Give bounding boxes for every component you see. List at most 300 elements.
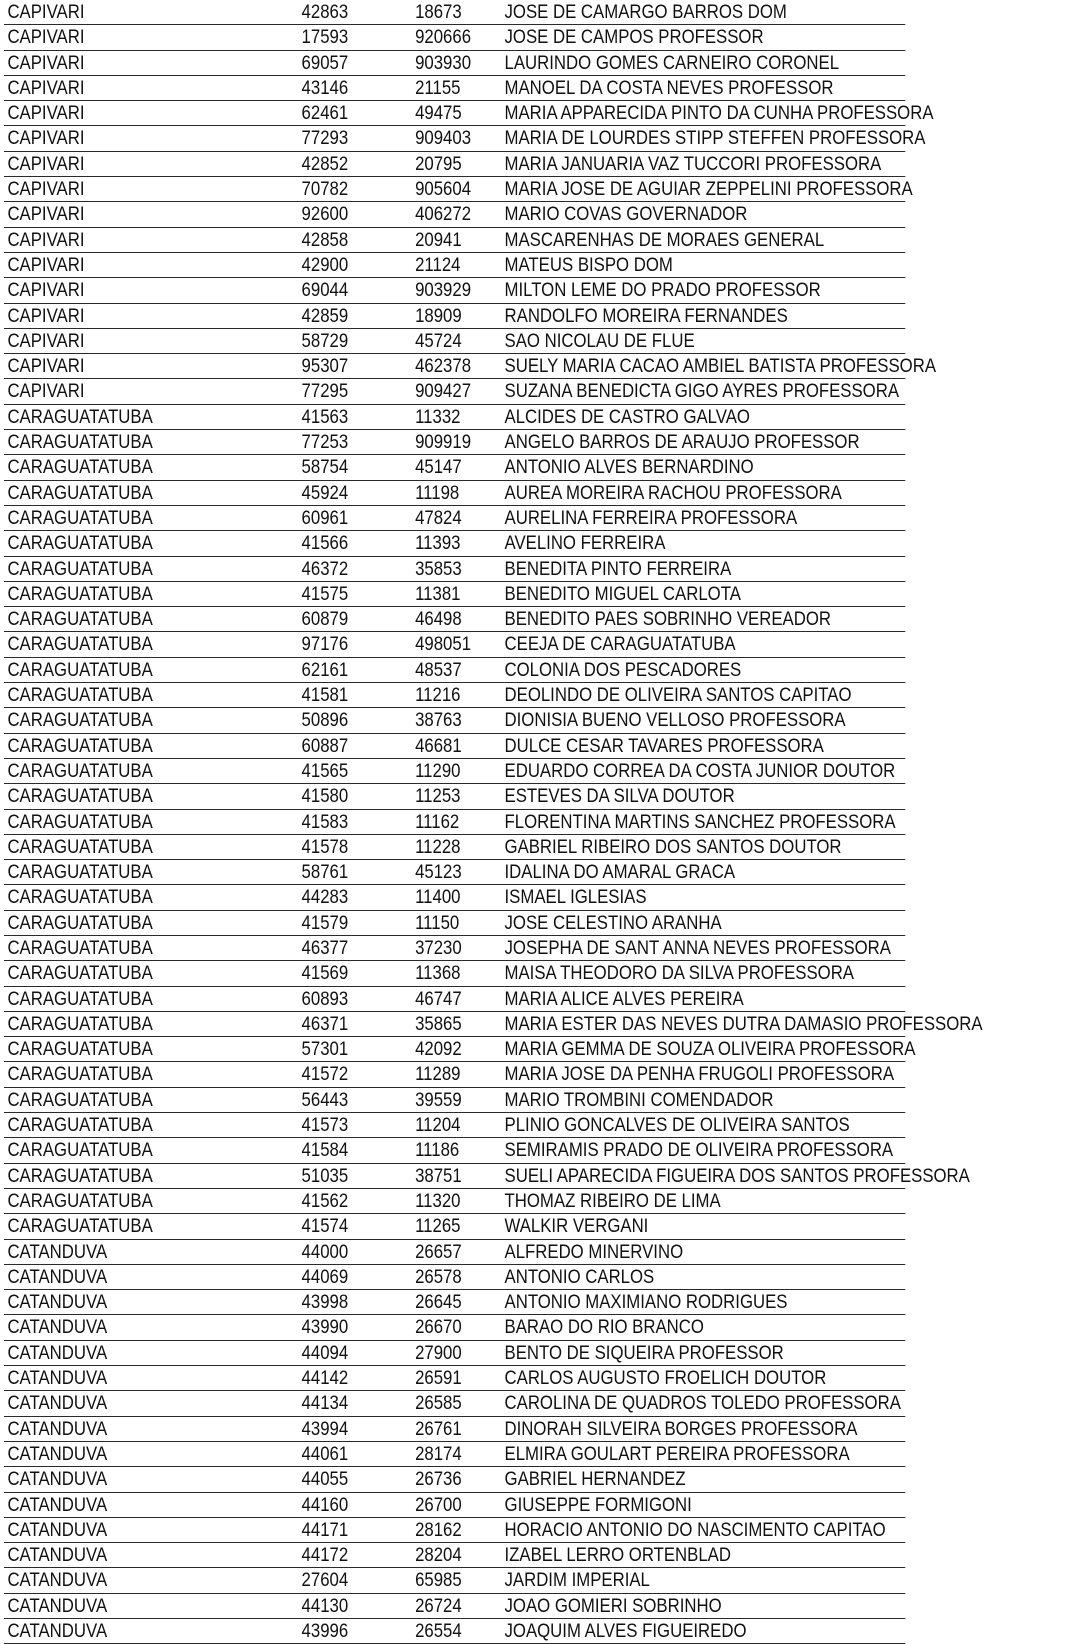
code-cell: 44171 [301, 1518, 349, 1541]
city-cell: CARAGUATATUBA [7, 1063, 153, 1086]
id-cell: 11198 [415, 481, 460, 504]
code-cell: 43146 [301, 76, 349, 99]
id-cell: 46681 [415, 734, 462, 757]
id-cell: 905604 [415, 178, 472, 201]
city-cell: CATANDUVA [7, 1594, 108, 1617]
code-cell: 44134 [301, 1392, 349, 1415]
code-cell: 60879 [301, 608, 349, 631]
code-cell: 77295 [301, 380, 349, 403]
city-cell: CARAGUATATUBA [7, 532, 153, 555]
school-name-cell: FLORENTINA MARTINS SANCHEZ PROFESSORA [504, 810, 896, 833]
code-cell: 41580 [301, 785, 349, 808]
table-row [4, 1442, 905, 1467]
id-cell: 26670 [415, 1316, 462, 1339]
code-cell: 97176 [301, 633, 349, 656]
city-cell: CATANDUVA [7, 1392, 108, 1415]
table-row [4, 835, 905, 860]
table-row [4, 1594, 905, 1619]
school-name-cell: SUZANA BENEDICTA GIGO AYRES PROFESSORA [504, 380, 900, 403]
city-cell: CAPIVARI [7, 253, 85, 276]
id-cell: 11228 [415, 835, 461, 858]
code-cell: 69044 [301, 279, 349, 302]
table-row [4, 405, 905, 430]
table-row [4, 1138, 905, 1163]
table-row [4, 582, 905, 607]
table-row [4, 506, 905, 531]
id-cell: 26700 [415, 1493, 462, 1516]
code-cell: 44055 [301, 1468, 349, 1491]
school-name-cell: GABRIEL HERNANDEZ [504, 1468, 686, 1491]
school-name-cell: JOSEPHA DE SANT ANNA NEVES PROFESSORA [504, 936, 891, 959]
code-cell: 46372 [301, 557, 349, 580]
table-row [4, 1189, 905, 1214]
id-cell: 38763 [415, 709, 462, 732]
school-name-cell: ALCIDES DE CASTRO GALVAO [504, 405, 750, 428]
code-cell: 50896 [301, 709, 349, 732]
city-cell: CATANDUVA [7, 1265, 108, 1288]
school-name-cell: MANOEL DA COSTA NEVES PROFESSOR [504, 76, 834, 99]
table-row [4, 228, 905, 253]
id-cell: 11253 [415, 785, 461, 808]
city-cell: CARAGUATATUBA [7, 1215, 153, 1238]
city-cell: CAPIVARI [7, 51, 85, 74]
table-row [4, 784, 905, 809]
school-name-cell: THOMAZ RIBEIRO DE LIMA [504, 1189, 721, 1212]
code-cell: 60887 [301, 734, 349, 757]
id-cell: 11289 [415, 1063, 461, 1086]
code-cell: 41578 [301, 835, 349, 858]
id-cell: 42092 [415, 1038, 462, 1061]
id-cell: 909919 [415, 431, 472, 454]
table-row [4, 354, 937, 379]
city-cell: CAPIVARI [7, 304, 85, 327]
city-cell: CARAGUATATUBA [7, 1139, 153, 1162]
school-name-cell: MARIO TROMBINI COMENDADOR [504, 1088, 774, 1111]
school-name-cell: MARIA JOSE DE AGUIAR ZEPPELINI PROFESSORA [504, 178, 913, 201]
city-cell: CARAGUATATUBA [7, 557, 153, 580]
code-cell: 57301 [301, 1038, 349, 1061]
table-row [4, 1113, 905, 1138]
city-cell: CARAGUATATUBA [7, 886, 153, 909]
code-cell: 92600 [301, 203, 349, 226]
id-cell: 47824 [415, 506, 462, 529]
id-cell: 11290 [415, 759, 461, 782]
school-name-cell: MARIA APPARECIDA PINTO DA CUNHA PROFESSORA [504, 102, 934, 125]
id-cell: 11368 [415, 962, 461, 985]
city-cell: CATANDUVA [7, 1569, 108, 1592]
code-cell: 41579 [301, 911, 349, 934]
code-cell: 58754 [301, 456, 349, 479]
table-row [4, 1012, 983, 1037]
city-cell: CAPIVARI [7, 127, 85, 150]
code-cell: 56443 [301, 1088, 349, 1111]
id-cell: 11204 [415, 1114, 461, 1137]
table-row [4, 607, 905, 632]
school-name-cell: BENTO DE SIQUEIRA PROFESSOR [504, 1341, 784, 1364]
table-row [4, 1568, 905, 1593]
code-cell: 60893 [301, 987, 349, 1010]
city-cell: CATANDUVA [7, 1544, 108, 1567]
table-row [4, 1493, 905, 1518]
table-row [4, 1265, 905, 1290]
code-cell: 58761 [301, 861, 349, 884]
code-cell: 17593 [301, 26, 349, 49]
table-row [4, 1315, 905, 1340]
table-row [4, 734, 905, 759]
code-cell: 51035 [301, 1164, 349, 1187]
table-row [4, 126, 926, 151]
city-cell: CARAGUATATUBA [7, 810, 153, 833]
id-cell: 21155 [415, 76, 461, 99]
city-cell: CATANDUVA [7, 1291, 108, 1314]
id-cell: 35853 [415, 557, 462, 580]
id-cell: 26761 [415, 1417, 462, 1440]
city-cell: CATANDUVA [7, 1493, 108, 1516]
id-cell: 26724 [415, 1594, 462, 1617]
city-cell: CARAGUATATUBA [7, 734, 153, 757]
id-cell: 26645 [415, 1291, 462, 1314]
school-name-cell: ALFREDO MINERVINO [504, 1240, 684, 1263]
id-cell: 11216 [415, 684, 461, 707]
school-name-cell: DINORAH SILVEIRA BORGES PROFESSORA [504, 1417, 858, 1440]
code-cell: 44160 [301, 1493, 349, 1516]
id-cell: 26736 [415, 1468, 462, 1491]
id-cell: 38751 [415, 1164, 462, 1187]
id-cell: 903930 [415, 51, 472, 74]
table-row [4, 1164, 970, 1189]
school-name-cell: CAROLINA DE QUADROS TOLEDO PROFESSORA [504, 1392, 901, 1415]
school-name-cell: ELMIRA GOULART PEREIRA PROFESSORA [504, 1442, 850, 1465]
city-cell: CARAGUATATUBA [7, 1164, 153, 1187]
city-cell: CARAGUATATUBA [7, 709, 153, 732]
id-cell: 20941 [415, 228, 462, 251]
table-row [4, 278, 905, 303]
table-row [4, 1391, 905, 1416]
code-cell: 41572 [301, 1063, 349, 1086]
code-cell: 62161 [301, 658, 349, 681]
id-cell: 909427 [415, 380, 472, 403]
id-cell: 498051 [415, 633, 472, 656]
table-row [4, 481, 905, 506]
id-cell: 11381 [415, 582, 461, 605]
city-cell: CARAGUATATUBA [7, 1189, 153, 1212]
id-cell: 11186 [415, 1139, 460, 1162]
id-cell: 26657 [415, 1240, 462, 1263]
school-name-cell: BENEDITO PAES SOBRINHO VEREADOR [504, 608, 831, 631]
code-cell: 44172 [301, 1544, 349, 1567]
school-name-cell: EDUARDO CORREA DA COSTA JUNIOR DOUTOR [504, 759, 896, 782]
city-cell: CATANDUVA [7, 1518, 108, 1541]
city-cell: CAPIVARI [7, 102, 85, 125]
city-cell: CARAGUATATUBA [7, 785, 153, 808]
id-cell: 46747 [415, 987, 462, 1010]
school-name-cell: JOSE CELESTINO ARANHA [504, 911, 722, 934]
code-cell: 41581 [301, 684, 349, 707]
school-name-cell: MARIO COVAS GOVERNADOR [504, 203, 748, 226]
code-cell: 44094 [301, 1341, 349, 1364]
id-cell: 21124 [415, 253, 461, 276]
code-cell: 95307 [301, 355, 349, 378]
school-name-cell: DEOLINDO DE OLIVEIRA SANTOS CAPITAO [504, 684, 852, 707]
code-cell: 44069 [301, 1265, 349, 1288]
id-cell: 18909 [415, 304, 462, 327]
city-cell: CARAGUATATUBA [7, 431, 153, 454]
table-row [4, 101, 934, 126]
code-cell: 43994 [301, 1417, 349, 1440]
id-cell: 26554 [415, 1620, 462, 1642]
code-cell: 41565 [301, 759, 349, 782]
school-name-cell: JOAO GOMIERI SOBRINHO [504, 1594, 722, 1617]
school-name-cell: CEEJA DE CARAGUATATUBA [504, 633, 736, 656]
table-row [4, 379, 905, 404]
table-row [4, 1518, 905, 1543]
school-name-cell: PLINIO GONCALVES DE OLIVEIRA SANTOS [504, 1114, 850, 1137]
id-cell: 27900 [415, 1341, 462, 1364]
table-row [4, 1341, 905, 1366]
school-name-cell: JOAQUIM ALVES FIGUEIREDO [504, 1620, 747, 1642]
id-cell: 39559 [415, 1088, 462, 1111]
school-name-cell: BARAO DO RIO BRANCO [504, 1316, 704, 1339]
table-row [4, 177, 913, 202]
id-cell: 45147 [415, 456, 462, 479]
table-row [4, 759, 905, 784]
city-cell: CATANDUVA [7, 1240, 108, 1263]
code-cell: 27604 [301, 1569, 349, 1592]
school-name-cell: MASCARENHAS DE MORAES GENERAL [504, 228, 825, 251]
id-cell: 26578 [415, 1265, 462, 1288]
school-name-cell: MILTON LEME DO PRADO PROFESSOR [504, 279, 821, 302]
id-cell: 11400 [415, 886, 461, 909]
city-cell: CARAGUATATUBA [7, 835, 153, 858]
city-cell: CAPIVARI [7, 380, 85, 403]
city-cell: CAPIVARI [7, 76, 85, 99]
school-name-cell: COLONIA DOS PESCADORES [504, 658, 742, 681]
code-cell: 42859 [301, 304, 349, 327]
code-cell: 62461 [301, 102, 349, 125]
school-name-cell: ANTONIO ALVES BERNARDINO [504, 456, 754, 479]
id-cell: 35865 [415, 1012, 462, 1035]
table-row [4, 1467, 905, 1492]
city-cell: CATANDUVA [7, 1417, 108, 1440]
school-name-cell: JOSE DE CAMPOS PROFESSOR [504, 26, 764, 49]
city-cell: CARAGUATATUBA [7, 1088, 153, 1111]
table-row [4, 936, 905, 961]
code-cell: 41566 [301, 532, 349, 555]
table-row [4, 51, 905, 76]
code-cell: 45924 [301, 481, 349, 504]
school-name-cell: SEMIRAMIS PRADO DE OLIVEIRA PROFESSORA [504, 1139, 894, 1162]
code-cell: 46377 [301, 936, 349, 959]
code-cell: 41562 [301, 1189, 349, 1212]
code-cell: 41583 [301, 810, 349, 833]
school-name-cell: AURELINA FERREIRA PROFESSORA [504, 506, 798, 529]
code-cell: 43996 [301, 1620, 349, 1642]
city-cell: CAPIVARI [7, 152, 85, 175]
school-name-cell: JOSE DE CAMARGO BARROS DOM [504, 1, 787, 23]
code-cell: 44000 [301, 1240, 349, 1263]
city-cell: CARAGUATATUBA [7, 658, 153, 681]
city-cell: CARAGUATATUBA [7, 1012, 153, 1035]
table-row [4, 0, 905, 25]
city-cell: CAPIVARI [7, 203, 85, 226]
table-row [4, 152, 905, 177]
city-cell: CARAGUATATUBA [7, 456, 153, 479]
code-cell: 43990 [301, 1316, 349, 1339]
code-cell: 77293 [301, 127, 349, 150]
school-name-cell: SAO NICOLAU DE FLUE [504, 329, 695, 352]
id-cell: 49475 [415, 102, 462, 125]
table-row [4, 1417, 905, 1442]
school-name-cell: IDALINA DO AMARAL GRACA [504, 861, 736, 884]
school-name-cell: ESTEVES DA SILVA DOUTOR [504, 785, 735, 808]
code-cell: 46371 [301, 1012, 349, 1035]
school-name-cell: RANDOLFO MOREIRA FERNANDES [504, 304, 788, 327]
table-row [4, 1366, 905, 1391]
school-name-cell: MARIA JANUARIA VAZ TUCCORI PROFESSORA [504, 152, 882, 175]
code-cell: 41569 [301, 962, 349, 985]
code-cell: 41573 [301, 1114, 349, 1137]
table-row [4, 531, 905, 556]
school-name-cell: ISMAEL IGLESIAS [504, 886, 647, 909]
school-name-cell: SUELY MARIA CACAO AMBIEL BATISTA PROFESSORA [504, 355, 937, 378]
table-row [4, 961, 905, 986]
school-name-cell: MARIA JOSE DA PENHA FRUGOLI PROFESSORA [504, 1063, 895, 1086]
city-cell: CARAGUATATUBA [7, 405, 153, 428]
school-name-cell: BENEDITO MIGUEL CARLOTA [504, 582, 741, 605]
city-cell: CATANDUVA [7, 1367, 108, 1390]
table-row [4, 1214, 905, 1239]
school-name-cell: IZABEL LERRO ORTENBLAD [504, 1544, 731, 1567]
school-name-cell: WALKIR VERGANI [504, 1215, 649, 1238]
city-cell: CARAGUATATUBA [7, 608, 153, 631]
table-row [4, 1543, 905, 1568]
id-cell: 37230 [415, 936, 462, 959]
code-cell: 41563 [301, 405, 349, 428]
id-cell: 11150 [415, 911, 460, 934]
table-row [4, 455, 905, 480]
city-cell: CAPIVARI [7, 329, 85, 352]
school-name-cell: ANTONIO MAXIMIANO RODRIGUES [504, 1291, 788, 1314]
code-cell: 58729 [301, 329, 349, 352]
table-row [4, 1619, 905, 1644]
id-cell: 11332 [415, 405, 461, 428]
table-row [4, 1290, 905, 1315]
city-cell: CAPIVARI [7, 178, 85, 201]
school-name-cell: AUREA MOREIRA RACHOU PROFESSORA [504, 481, 842, 504]
id-cell: 26591 [415, 1367, 462, 1390]
table-row [4, 76, 905, 101]
school-name-cell: SUELI APARECIDA FIGUEIRA DOS SANTOS PROFESSORA [504, 1164, 970, 1187]
table-row [4, 253, 905, 278]
city-cell: CARAGUATATUBA [7, 936, 153, 959]
school-name-cell: BENEDITA PINTO FERREIRA [504, 557, 732, 580]
id-cell: 28162 [415, 1518, 462, 1541]
table-row [4, 632, 905, 657]
code-cell: 43998 [301, 1291, 349, 1314]
code-cell: 42858 [301, 228, 349, 251]
school-name-cell: ANGELO BARROS DE ARAUJO PROFESSOR [504, 431, 860, 454]
city-cell: CATANDUVA [7, 1620, 108, 1642]
code-cell: 42900 [301, 253, 349, 276]
school-name-cell: MARIA ESTER DAS NEVES DUTRA DAMASIO PROFESSORA [504, 1012, 983, 1035]
code-cell: 41574 [301, 1215, 349, 1238]
code-cell: 70782 [301, 178, 349, 201]
school-name-cell: LAURINDO GOMES CARNEIRO CORONEL [504, 51, 840, 74]
school-name-cell: DIONISIA BUENO VELLOSO PROFESSORA [504, 709, 846, 732]
id-cell: 26585 [415, 1392, 462, 1415]
city-cell: CARAGUATATUBA [7, 911, 153, 934]
city-cell: CARAGUATATUBA [7, 1114, 153, 1137]
city-cell: CAPIVARI [7, 26, 85, 49]
id-cell: 28204 [415, 1544, 462, 1567]
school-name-cell: MAISA THEODORO DA SILVA PROFESSORA [504, 962, 854, 985]
city-cell: CAPIVARI [7, 279, 85, 302]
city-cell: CATANDUVA [7, 1442, 108, 1465]
table-row [4, 810, 905, 835]
table-row [4, 1062, 905, 1087]
school-name-cell: HORACIO ANTONIO DO NASCIMENTO CAPITAO [504, 1518, 886, 1541]
city-cell: CATANDUVA [7, 1341, 108, 1364]
code-cell: 42863 [301, 1, 349, 23]
school-name-cell: MARIA GEMMA DE SOUZA OLIVEIRA PROFESSORA [504, 1038, 916, 1061]
id-cell: 11265 [415, 1215, 461, 1238]
city-cell: CARAGUATATUBA [7, 582, 153, 605]
id-cell: 11320 [415, 1189, 461, 1212]
city-cell: CAPIVARI [7, 355, 85, 378]
school-name-cell: DULCE CESAR TAVARES PROFESSORA [504, 734, 824, 757]
code-cell: 41575 [301, 582, 349, 605]
id-cell: 406272 [415, 203, 472, 226]
city-cell: CAPIVARI [7, 1, 85, 23]
id-cell: 18673 [415, 1, 462, 23]
school-name-cell: MARIA ALICE ALVES PEREIRA [504, 987, 744, 1010]
table-row [4, 329, 905, 354]
city-cell: CARAGUATATUBA [7, 481, 153, 504]
table-row [4, 304, 905, 329]
city-cell: CARAGUATATUBA [7, 633, 153, 656]
table-row [4, 658, 905, 683]
table-row [4, 708, 905, 733]
school-name-cell: CARLOS AUGUSTO FROELICH DOUTOR [504, 1367, 827, 1390]
id-cell: 903929 [415, 279, 472, 302]
code-cell: 44142 [301, 1367, 349, 1390]
code-cell: 42852 [301, 152, 349, 175]
city-cell: CARAGUATATUBA [7, 861, 153, 884]
id-cell: 909403 [415, 127, 472, 150]
table-row [4, 25, 905, 50]
code-cell: 41584 [301, 1139, 349, 1162]
table-row [4, 1240, 905, 1265]
id-cell: 45724 [415, 329, 462, 352]
id-cell: 28174 [415, 1442, 462, 1465]
code-cell: 44061 [301, 1442, 349, 1465]
id-cell: 920666 [415, 26, 472, 49]
school-name-cell: MATEUS BISPO DOM [504, 253, 673, 276]
code-cell: 69057 [301, 51, 349, 74]
school-name-cell: MARIA DE LOURDES STIPP STEFFEN PROFESSORA [504, 127, 926, 150]
table-row [4, 683, 905, 708]
city-cell: CARAGUATATUBA [7, 987, 153, 1010]
city-cell: CATANDUVA [7, 1468, 108, 1491]
id-cell: 65985 [415, 1569, 462, 1592]
table-row [4, 557, 905, 582]
code-cell: 77253 [301, 431, 349, 454]
school-name-cell: ANTONIO CARLOS [504, 1265, 655, 1288]
table-row [4, 860, 905, 885]
school-name-cell: JARDIM IMPERIAL [504, 1569, 650, 1592]
school-list-table [4, 0, 983, 1644]
table-row [4, 202, 905, 227]
